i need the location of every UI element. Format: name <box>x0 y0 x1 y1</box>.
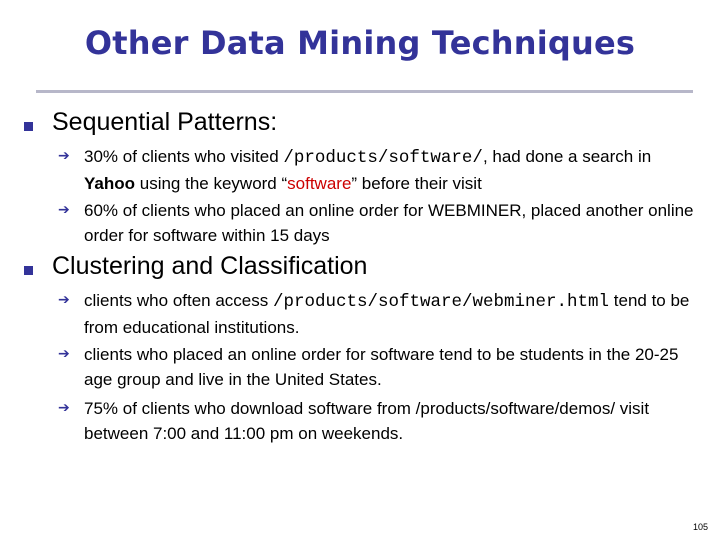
item-text: clients who often access <box>84 291 273 310</box>
item-text: 75% of clients who download software from <box>84 399 416 418</box>
page-number: 105 <box>692 522 708 532</box>
item-text: tend to be from educational institutions. <box>84 291 690 337</box>
item-text: , had done a search in <box>482 147 652 166</box>
arrow-right-icon: ➔ <box>58 202 70 218</box>
item-text: 30% of clients who visited <box>84 147 284 166</box>
section-heading-clustering: Clustering and Classification <box>52 252 368 280</box>
url-path: /products/software/webminer.html <box>272 292 610 312</box>
url-path-link[interactable]: /products/software/demos/ <box>415 399 616 418</box>
arrow-right-icon: ➔ <box>58 292 70 308</box>
arrow-right-icon: ➔ <box>58 346 70 362</box>
list-item: clients who placed an online order for software tend to be students in the 20-25 age group and live in the United States. <box>84 345 679 389</box>
square-bullet-icon <box>24 122 33 131</box>
list-item <box>84 144 704 196</box>
section-heading-sequential-patterns: Sequential Patterns: <box>52 108 278 136</box>
emphasis-text: Yahoo <box>84 174 136 193</box>
url-path: /products/software/ <box>283 148 483 168</box>
list-item: 60% of clients who placed an online order for WEBMINER, placed another online order for software within 15 days <box>84 201 694 245</box>
title-divider <box>36 90 693 93</box>
slide-title: Other Data Mining Techniques <box>84 24 636 62</box>
item-text: using the keyword “ <box>135 174 288 193</box>
item-text: visit between 7:00 and 11:00 pm on weekends. <box>84 399 650 443</box>
arrow-right-icon: ➔ <box>58 148 70 164</box>
list-item <box>84 288 704 340</box>
square-bullet-icon <box>24 266 33 275</box>
keyword-text: software <box>287 174 352 193</box>
list-item <box>84 396 684 446</box>
arrow-right-icon: ➔ <box>58 400 70 416</box>
item-text: ” before their visit <box>351 174 482 193</box>
